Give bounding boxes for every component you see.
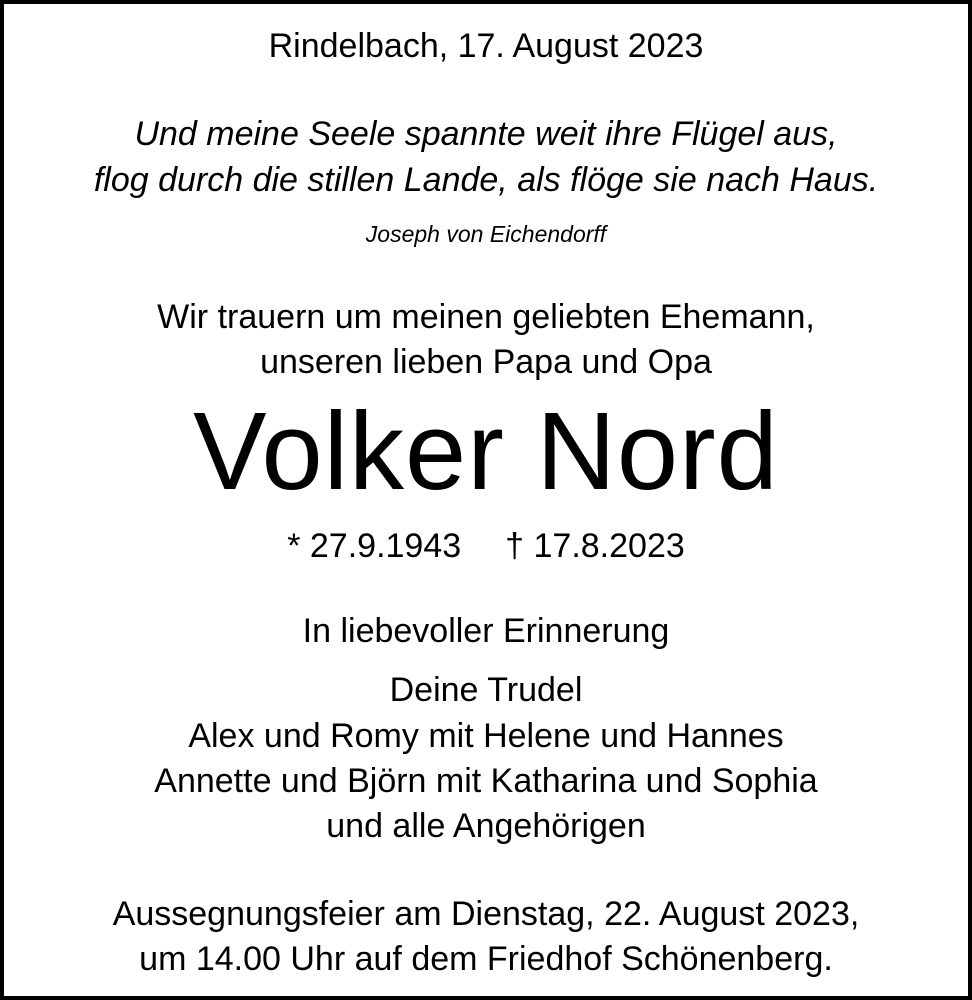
life-dates (4, 526, 968, 566)
mourner-line: Deine Trudel (389, 671, 583, 709)
quote-line-2: flog durch die stillen Lande, als flöge sie nach Haus. (93, 161, 879, 199)
deceased-name: Volker Nord (193, 390, 779, 513)
death-date: † 17.8.2023 (505, 527, 685, 565)
mourner-line: Alex und Romy mit Helene und Hannes (188, 717, 784, 755)
intro-line-1: Wir trauern um meinen geliebten Ehemann, (157, 298, 815, 336)
quote-author: Joseph von Eichendorff (365, 221, 607, 247)
intro-line-2: unseren lieben Papa und Opa (260, 343, 712, 381)
service-line-2: um 14.00 Uhr auf dem Friedhof Schönenberg. (139, 940, 833, 978)
quote-line-1: Und meine Seele spannte weit ihre Flügel aus, (134, 115, 838, 153)
mourner-line: Annette und Björn mit Katharina und Sophia (154, 762, 818, 800)
birth-date: * 27.9.1943 (287, 527, 462, 565)
place-date: Rindelbach, 17. August 2023 (268, 27, 704, 65)
service-line-1: Aussegnungsfeier am Dienstag, 22. August 2023, (112, 895, 860, 933)
mourner-line: und alle Angehörigen (326, 807, 646, 845)
remembrance: In liebevoller Erinnerung (302, 612, 670, 650)
